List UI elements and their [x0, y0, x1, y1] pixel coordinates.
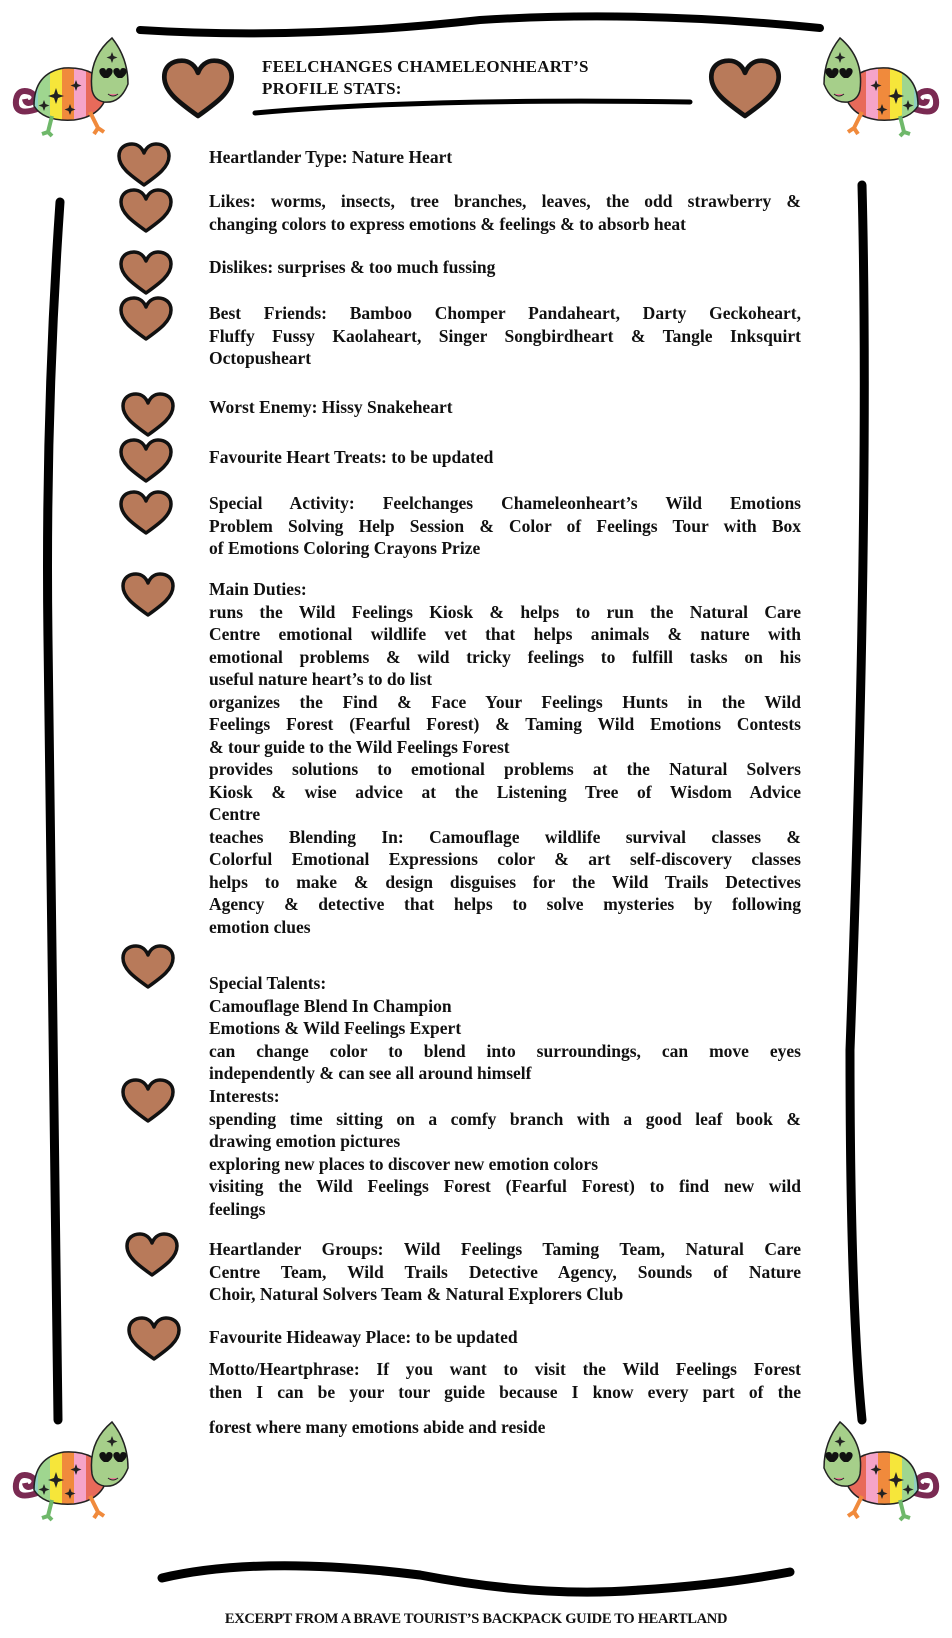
profile-entry-special-talents: [209, 972, 801, 1085]
heart-icon: [118, 188, 174, 234]
profile-entry-likes: [209, 190, 801, 235]
entry-line: Kiosk & wise advice at the Listening Tree of Wisdom Advice: [209, 781, 801, 802]
entry-line: runs the Wild Feelings Kiosk & helps to run the Natural Care: [209, 601, 801, 622]
entry-line: helps to make & design disguises for the Wild Trails Detectives: [209, 871, 801, 892]
entry-line: useful nature heart’s to do list: [209, 669, 433, 689]
entry-line: drawing emotion pictures: [209, 1131, 401, 1151]
profile-entry-worst-enemy: [209, 396, 801, 419]
heart-icon: [120, 572, 176, 618]
heart-icon-title-right: [707, 58, 783, 120]
entry-line: Favourite Hideaway Place: to be updated: [209, 1327, 518, 1347]
frame-bottom-curve: [162, 1566, 790, 1592]
entry-line: teaches Blending In: Camouflage wildlife survival classes &: [209, 826, 801, 847]
profile-entry-special-activity: [209, 492, 801, 560]
frame-top-curve: [140, 16, 820, 33]
entry-line: Heartlander Groups: Wild Feelings Taming Team, Natural Care: [209, 1239, 801, 1259]
profile-entry-best-friends: [209, 302, 801, 370]
entry-line: Interests:: [209, 1086, 280, 1106]
profile-entry-heartlander-groups: [209, 1238, 801, 1306]
entry-line: emotion clues: [209, 916, 311, 937]
entry-line: of Emotions Coloring Crayons Prize: [209, 538, 481, 558]
heart-icon: [118, 296, 174, 342]
page-title-line-1: FEELCHANGES CHAMELEONHEART’S: [262, 57, 589, 76]
profile-entry-dislikes: [209, 256, 801, 279]
entry-line: Worst Enemy: Hissy Snakeheart: [209, 397, 453, 417]
entry-line: Special Talents:: [209, 973, 327, 993]
entry-line: independently & can see all around himself: [209, 1063, 532, 1083]
heart-icon: [118, 250, 174, 296]
heart-icon: [120, 1078, 176, 1124]
page-title: [262, 56, 622, 100]
entry-line: Agency & detective that helps to solve mysteries by following: [209, 894, 801, 914]
heart-icon-title-left: [160, 58, 236, 120]
entry-line: Likes: worms, insects, tree branches, leaves, the odd strawberry &: [209, 191, 801, 211]
entry-line: visiting the Wild Feelings Forest (Fearful Forest) to find new wild: [209, 1176, 801, 1196]
entry-line: Dislikes: surprises & too much fussing: [209, 257, 496, 277]
profile-entry-interests: [209, 1085, 801, 1220]
heart-icon: [120, 944, 176, 990]
entry-line: Motto/Heartphrase: If you want to visit the Wild Feelings Forest: [209, 1359, 801, 1379]
entry-line: & tour guide to the Wild Feelings Forest: [209, 736, 510, 757]
entry-line: exploring new places to discover new emotion colors: [209, 1153, 599, 1174]
frame-right-line: [850, 185, 864, 1420]
entry-line: Octopusheart: [209, 348, 312, 368]
entry-line: organizes the Find & Face Your Feelings Hunts in the Wild: [209, 691, 801, 712]
entry-line: feelings: [209, 1198, 266, 1219]
heart-icon: [120, 392, 176, 438]
entry-line: Choir, Natural Solvers Team & Natural Explorers Club: [209, 1284, 624, 1304]
heart-icon: [116, 142, 172, 188]
profile-entry-heartlander-type: [209, 146, 801, 169]
entry-line: Heartlander Type: Nature Heart: [209, 147, 453, 167]
entry-line: Fluffy Fussy Kaolaheart, Singer Songbirdheart & Tangle Inksquirt: [209, 325, 801, 346]
heart-icon: [124, 1232, 180, 1278]
frame-left-line: [48, 202, 61, 1420]
entry-line: Centre emotional wildlife vet that helps animals & nature with: [209, 624, 801, 644]
entry-line: Centre Team, Wild Trails Detective Agency, Sounds of Nature: [209, 1261, 801, 1282]
entry-line: Main Duties:: [209, 579, 307, 599]
page-title-line-2: PROFILE STATS:: [262, 79, 402, 98]
entry-line: Problem Solving Help Session & Color of Feelings Tour with Box: [209, 515, 801, 536]
entry-line: emotional problems & wild tricky feelings to fulfill tasks on his: [209, 646, 801, 667]
entry-line: Emotions & Wild Feelings Expert: [209, 1018, 462, 1038]
heart-icon: [118, 438, 174, 484]
chameleon-illustration-top-left: [4, 28, 134, 138]
entry-line: Special Activity: Feelchanges Chameleonheart’s Wild Emotions: [209, 493, 801, 513]
entry-line: Feelings Forest (Fearful Forest) & Taming Wild Emotions Contests: [209, 714, 801, 734]
entry-line: Centre: [209, 804, 261, 824]
chameleon-illustration-top-right: [818, 28, 948, 138]
entry-line: changing colors to express emotions & feelings & to absorb heat: [209, 213, 687, 234]
profile-entry-main-duties: [209, 578, 801, 938]
footer-caption: EXCERPT FROM A BRAVE TOURIST’S BACKPACK GUIDE TO HEARTLAND: [224, 1611, 728, 1627]
profile-entry-favourite-heart-treats: [209, 446, 801, 469]
entry-line: Favourite Heart Treats: to be updated: [209, 447, 494, 467]
entry-line: spending time sitting on a comfy branch with a good leaf book &: [209, 1108, 801, 1129]
profile-entry-favourite-hideaway-place: [209, 1326, 801, 1349]
title-underline: [255, 101, 690, 113]
entry-line: Best Friends: Bamboo Chomper Pandaheart, Darty Geckoheart,: [209, 303, 801, 323]
entry-line: Colorful Emotional Expressions color & art self-discovery classes: [209, 849, 801, 869]
entry-line: can change color to blend into surroundings, can move eyes: [209, 1040, 801, 1061]
entry-line: provides solutions to emotional problems at the Natural Solvers: [209, 759, 801, 779]
heart-icon: [126, 1316, 182, 1362]
entry-line: forest where many emotions abide and reside: [209, 1417, 546, 1437]
heart-icon: [118, 490, 174, 536]
entry-line: Camouflage Blend In Champion: [209, 995, 452, 1016]
entry-line: then I can be your tour guide because I know every part of the: [209, 1381, 801, 1402]
chameleon-illustration-bottom-right: [818, 1412, 948, 1522]
profile-entry-motto: [209, 1358, 801, 1439]
chameleon-illustration-bottom-left: [4, 1412, 134, 1522]
